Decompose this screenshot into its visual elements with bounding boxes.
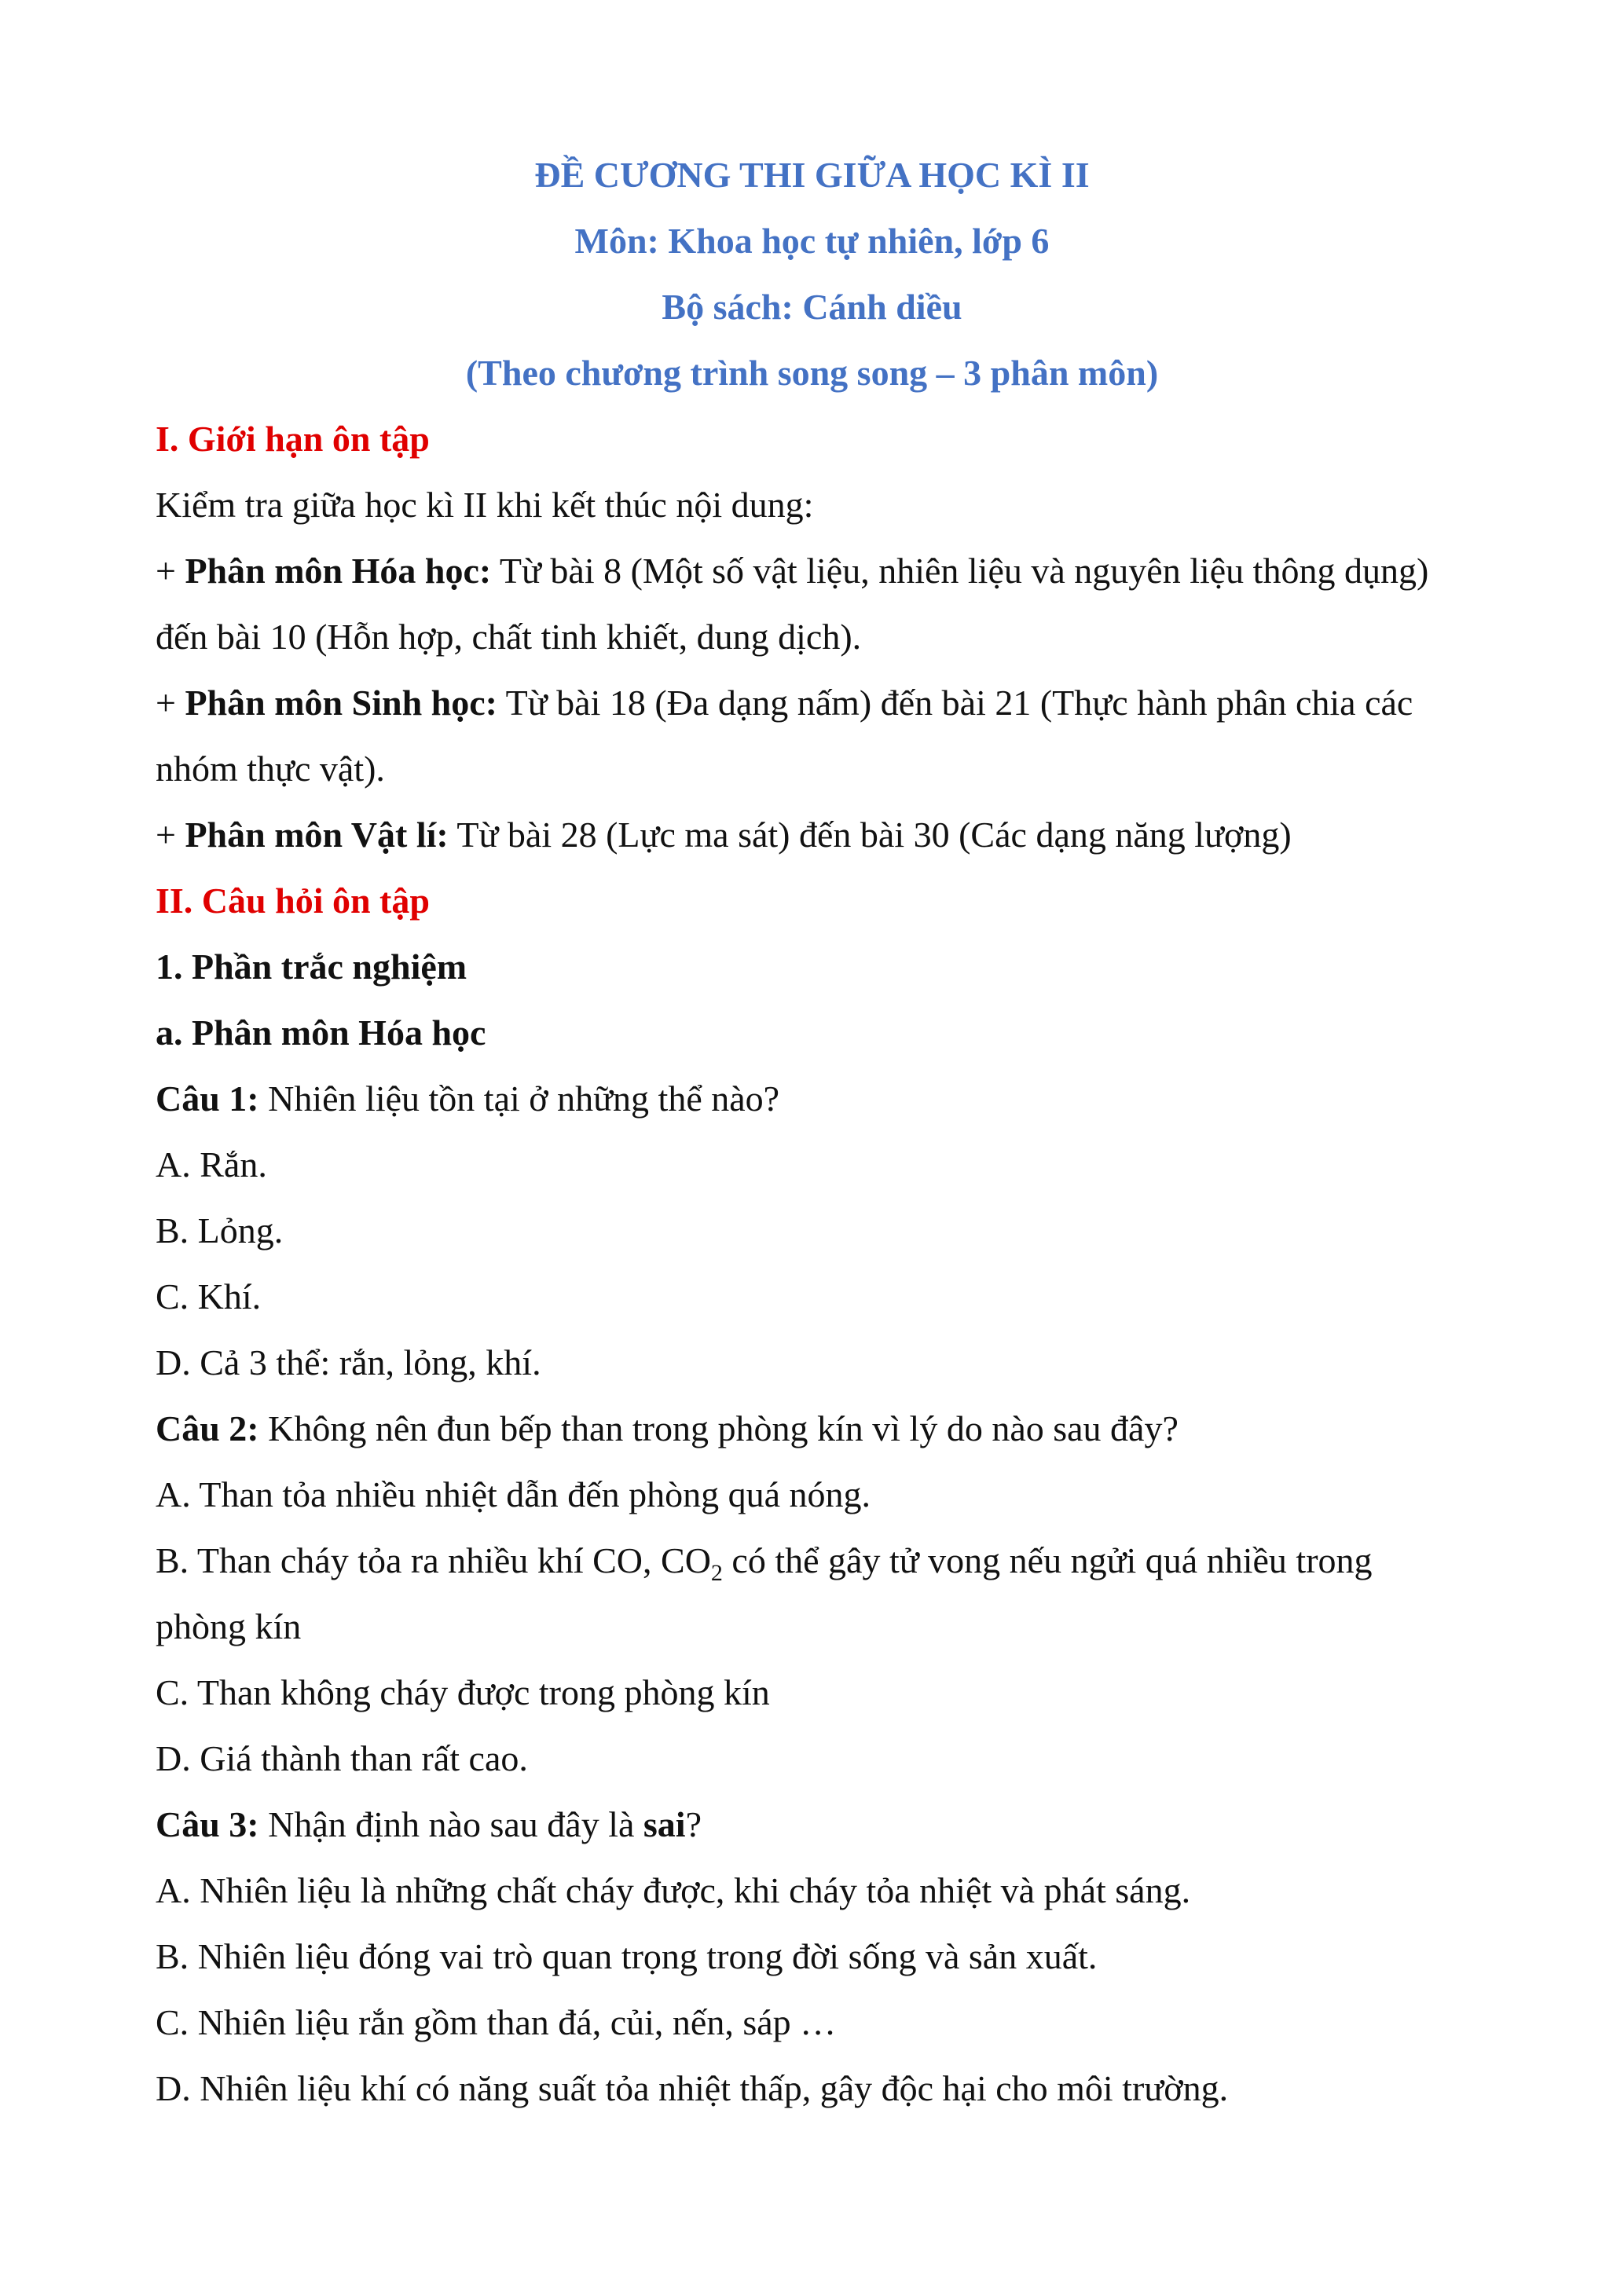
question-3 — [156, 1803, 1483, 1846]
part-1-heading: 1. Phần trắc nghiệm — [156, 947, 467, 987]
question-2-option-a: A. Than tỏa nhiều nhiệt dẫn đến phòng quá nóng. — [156, 1474, 871, 1514]
question-label: Câu 2: — [156, 1408, 259, 1448]
scope-label: Phân môn Hóa học: — [185, 551, 492, 591]
question-3-option-b: B. Nhiên liệu đóng vai trò quan trọng trong đời sống và sản xuất. — [156, 1936, 1098, 1976]
scope-label: Phân môn Sinh học: — [185, 683, 497, 723]
scope-prefix: + — [156, 815, 185, 855]
question-1 — [156, 1078, 1483, 1120]
subscript: 2 — [710, 1560, 723, 1587]
question-1-option-c: C. Khí. — [156, 1276, 262, 1316]
scope-chemistry — [156, 550, 1483, 592]
question-text: Nhận định nào sau đây là — [258, 1804, 643, 1844]
scope-text: Từ bài 28 (Lực ma sát) đến bài 30 (Các dạng năng lượng) — [448, 815, 1292, 855]
scope-label: Phân môn Vật lí: — [185, 815, 449, 855]
question-text: ? — [685, 1804, 702, 1844]
section-1-heading: I. Giới hạn ôn tập — [156, 419, 430, 459]
question-text: Không nên đun bếp than trong phòng kín vì lý do nào sau đây? — [258, 1408, 1179, 1448]
subject-line: Môn: Khoa học tự nhiên, lớp 6 — [574, 221, 1050, 261]
question-2 — [156, 1408, 1483, 1450]
question-text: Nhiên liệu tồn tại ở những thể nào? — [258, 1078, 780, 1119]
document-title: ĐỀ CƯƠNG THI GIỮA HỌC KÌ II — [534, 155, 1090, 195]
section-1-intro: Kiểm tra giữa học kì II khi kết thúc nội dung: — [156, 485, 814, 525]
book-line: Bộ sách: Cánh diều — [662, 287, 962, 327]
scope-physics — [156, 814, 1483, 856]
question-1-option-b: B. Lỏng. — [156, 1210, 284, 1251]
question-3-option-c: C. Nhiên liệu rắn gồm than đá, củi, nến, sáp … — [156, 2002, 837, 2042]
question-2-option-d: D. Giá thành than rất cao. — [156, 1738, 528, 1778]
option-text: B. Than cháy tỏa ra nhiều khí CO, CO — [156, 1540, 711, 1580]
section-2-heading: II. Câu hỏi ôn tập — [156, 881, 430, 921]
question-1-option-d: D. Cả 3 thể: rắn, lỏng, khí. — [156, 1342, 541, 1382]
question-3-option-a: A. Nhiên liệu là những chất cháy được, khi cháy tỏa nhiệt và phát sáng. — [156, 1870, 1191, 1910]
scope-text: Từ bài 8 (Một số vật liệu, nhiên liệu và nguyên liệu thông dụng) — [491, 551, 1429, 591]
question-label: Câu 1: — [156, 1078, 259, 1119]
question-3-option-d: D. Nhiên liệu khí có năng suất tỏa nhiệt thấp, gây độc hại cho môi trường. — [156, 2068, 1229, 2108]
program-line: (Theo chương trình song song – 3 phân môn) — [465, 353, 1159, 393]
question-2-option-b-cont: phòng kín — [156, 1606, 302, 1646]
question-2-option-b — [156, 1540, 1483, 1587]
emphasis: sai — [643, 1804, 686, 1844]
question-2-option-c: C. Than không cháy được trong phòng kín — [156, 1672, 770, 1712]
option-text: có thể gây tử vong nếu ngửi quá nhiều trong — [722, 1540, 1373, 1580]
scope-chemistry-cont: đến bài 10 (Hỗn hợp, chất tinh khiết, dung dịch). — [156, 617, 862, 657]
question-1-option-a: A. Rắn. — [156, 1144, 267, 1185]
scope-biology — [156, 682, 1483, 724]
subpart-a-heading: a. Phân môn Hóa học — [156, 1013, 486, 1053]
scope-biology-cont: nhóm thực vật). — [156, 749, 385, 789]
scope-prefix: + — [156, 683, 185, 723]
question-label: Câu 3: — [156, 1804, 259, 1844]
scope-text: Từ bài 18 (Đa dạng nấm) đến bài 21 (Thực hành phân chia các — [497, 683, 1413, 723]
scope-prefix: + — [156, 551, 185, 591]
